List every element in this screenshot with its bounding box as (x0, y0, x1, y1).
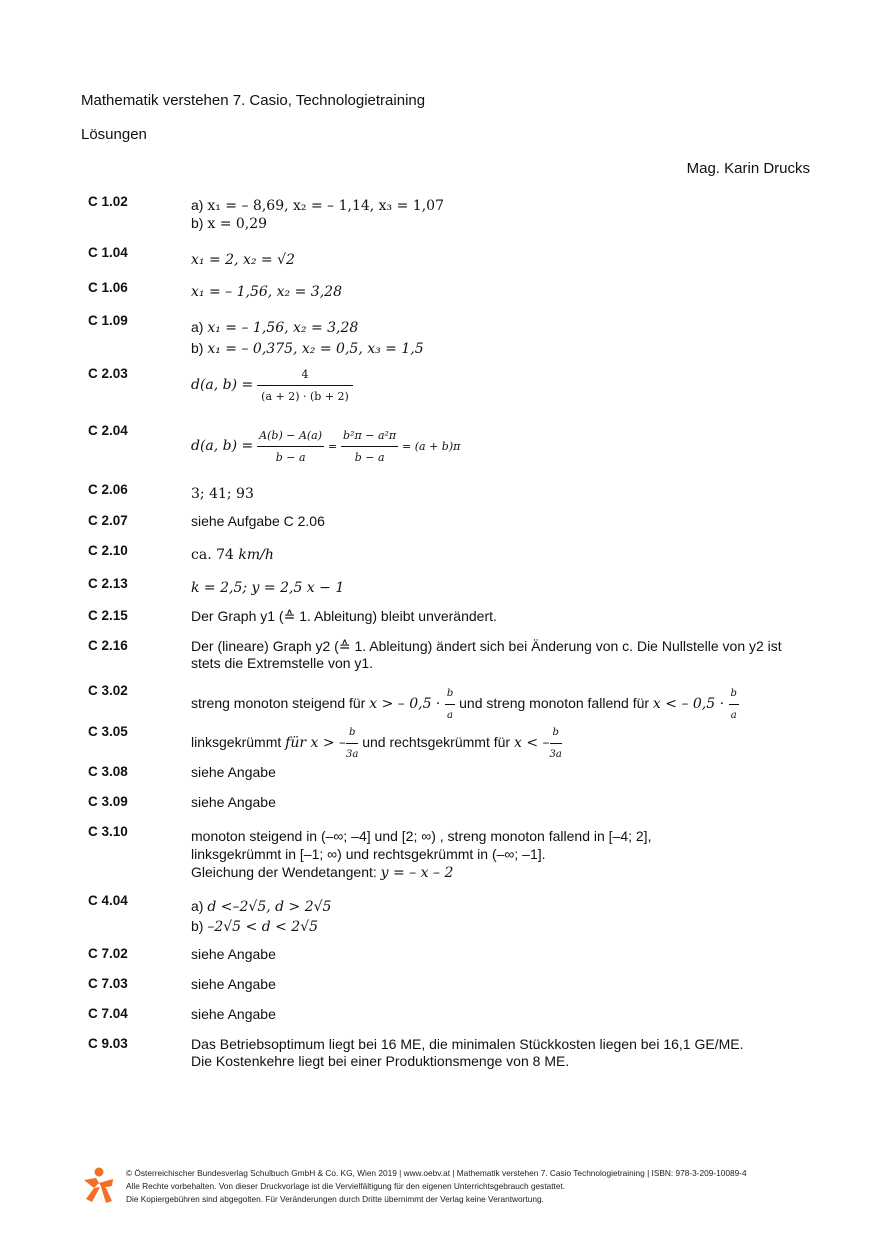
publisher-logo-icon (80, 1166, 116, 1204)
task-code: C 1.09 (88, 313, 128, 328)
answer: Das Betriebsoptimum liegt bei 16 ME, die minimalen Stückkosten liegen bei 16,1 GE/ME. Die Kostenkehre liegt bei einer Produktionsmenge von 8 ME. (191, 1036, 744, 1069)
document-title: Mathematik verstehen 7. Casio, Technologietraining (81, 92, 426, 109)
answer: d(a, b) = $\frac{4}{(a + 2) \cdot (b + 2)}$ (191, 366, 791, 405)
document-subtitle: Lösungen (81, 126, 147, 143)
task-code: C 3.05 (88, 724, 128, 739)
answer: ca. 74 km/h (191, 547, 274, 563)
fraction: $\frac{b}{3a}$ (550, 724, 562, 763)
answer: siehe Angabe (191, 976, 276, 992)
answer: d(a, b) = $\frac{A(b) - A(a)}{b - a}$ = $\frac{\text{b²π − a²π}}{b - a}$ = (a + b)π (191, 429, 461, 464)
answer: a) x₁ = – 1,56, x₂ = 3,28 b) x₁ = – 0,375, x₂ = 0,5, x₃ = 1,5 (191, 319, 424, 357)
answer: x₁ = 2, x₂ = √2 (191, 252, 295, 268)
fraction: $\frac{4}{(a + 2) \cdot (b + 2)}$ (257, 366, 353, 405)
task-code: C 2.03 (88, 366, 128, 381)
answer: a) x₁ = – 8,69, x₂ = – 1,14, x₃ = 1,07 b) x = 0,29 (191, 197, 444, 232)
fraction: $\frac{b}{a}$ (729, 685, 739, 724)
answer: siehe Angabe (191, 794, 276, 810)
task-code: C 4.04 (88, 893, 128, 908)
fraction: $\frac{b}{a}$ (445, 685, 455, 724)
answer: siehe Angabe (191, 764, 276, 780)
task-code: C 2.13 (88, 576, 128, 591)
task-code: C 1.04 (88, 245, 128, 260)
task-code: C 3.08 (88, 764, 128, 779)
task-code: C 9.03 (88, 1036, 128, 1051)
answer: siehe Aufgabe C 2.06 (191, 513, 325, 529)
answer: k = 2,5; y = 2,5 x − 1 (191, 580, 345, 596)
task-code: C 3.09 (88, 794, 128, 809)
copyright-footer: © Österreichischer Bundesverlag Schulbuch GmbH & Co. KG, Wien 2019 | www.oebv.at | Mathematik verstehen 7. Casio Technologietraining | ISBN: 978-3-209-10089-4 Alle Rechte vorbehalten. Von dieser Druckvorlage ist die Vervielfältigung für den eigenen Unterrichtsgebrauch gestattet. Die Kopiergebühren sind abgegolten. Für Veränderungen durch Dritte übernimmt der Verlag keine Verantwortung. (126, 1168, 747, 1204)
answer: x₁ = – 1,56, x₂ = 3,28 (191, 284, 342, 300)
task-code: C 7.04 (88, 1006, 128, 1021)
task-code: C 2.06 (88, 482, 128, 497)
author: Mag. Karin Drucks (686, 160, 810, 177)
task-code: C 7.03 (88, 976, 128, 991)
task-code: C 2.04 (88, 423, 128, 438)
task-code: C 3.02 (88, 683, 128, 698)
task-code: C 2.15 (88, 608, 128, 623)
fraction: $\frac{b}{3a}$ (346, 724, 358, 763)
task-code: C 1.02 (88, 194, 128, 209)
fraction: $\frac{\text{b²π − a²π}}{b - a}$ (343, 429, 397, 464)
answer: streng monoton steigend für x > – 0,5 · $\frac{b}{a}$ und streng monoton fallend für x < – 0,5 · $\frac{b}{a}$ (191, 685, 811, 724)
task-code: C 2.16 (88, 638, 128, 653)
task-code: C 7.02 (88, 946, 128, 961)
task-code: C 2.10 (88, 543, 128, 558)
answer: 3; 41; 93 (191, 486, 254, 502)
answer: monoton steigend in (–∞; –4] und [2; ∞) , streng monoton fallend in [–4; 2], linksgekrümmt in [–1; ∞) und rechtsgekrümmt in (–∞; –1]. Gleichung der Wendetangent: y = – x – 2 (191, 828, 652, 881)
answer: siehe Angabe (191, 946, 276, 962)
task-code: C 3.10 (88, 824, 128, 839)
answer: Der Graph y1 (≙ 1. Ableitung) bleibt unverändert. (191, 608, 497, 624)
answer: linksgekrümmt für x > – $\frac{b}{3a}$ und rechtsgekrümmt für x < – $\frac{b}{3a}$ (191, 724, 791, 763)
answer: siehe Angabe (191, 1006, 276, 1022)
answer: a) d <–2√5, d > 2√5 b) –2√5 < d < 2√5 (191, 898, 332, 935)
answer: Der (lineare) Graph y2 (≙ 1. Ableitung) ändert sich bei Änderung von c. Die Nullstelle von y2 ist stets die Extremstelle von y1. (191, 638, 782, 671)
task-code: C 1.06 (88, 280, 128, 295)
fraction: $\frac{A(b) - A(a)}{b - a}$ (259, 429, 323, 464)
task-code: C 2.07 (88, 513, 128, 528)
